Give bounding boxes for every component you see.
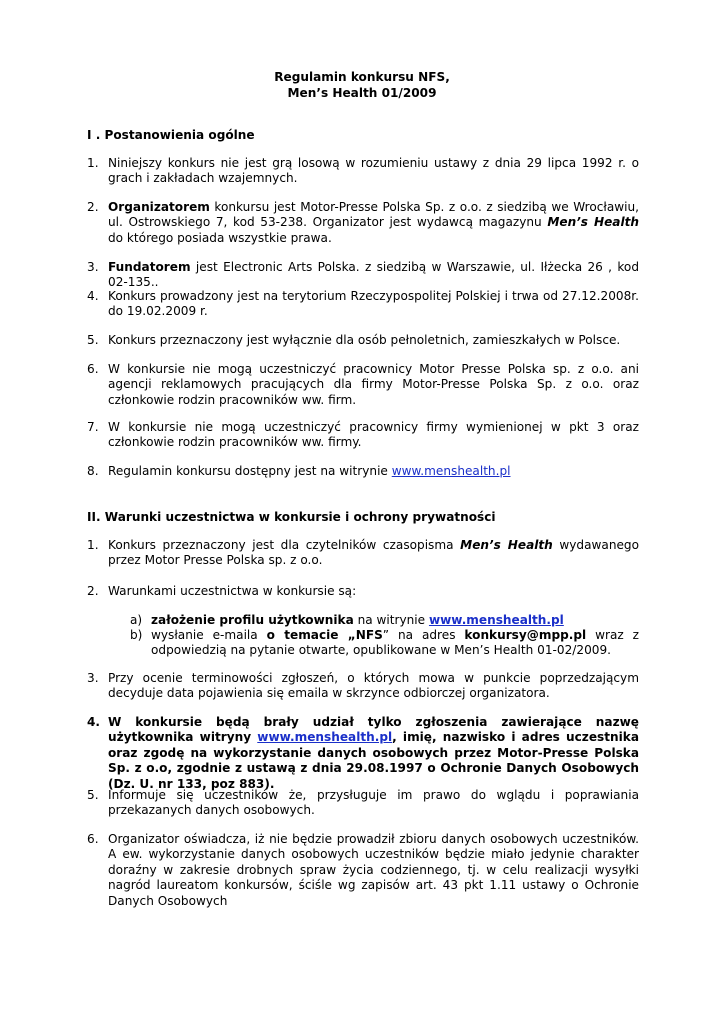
item-number: 2.	[87, 584, 99, 598]
bold-term: Fundatorem	[108, 260, 191, 274]
item-text: W konkursie nie mogą uczestniczyć pracownicy firmy wymienionej w pkt 3 oraz członkowie rodzin pracowników ww. firmy.	[108, 420, 639, 450]
item-text: Warunkami uczestnictwa w konkursie są:	[108, 584, 357, 598]
item-number: 6.	[87, 832, 99, 846]
document-title-line-2: Men’s Health 01/2009	[287, 86, 437, 100]
item-text: Niniejszy konkurs nie jest grą losową w rozumieniu ustawy z dnia 29 lipca 1992 r. o grach i zakładach wzajemnych.	[108, 156, 639, 186]
text-part: do którego posiada wszystkie prawa.	[108, 230, 332, 245]
bold-term: o temacie „NFS	[266, 628, 383, 642]
text-part: Regulamin konkursu dostępny jest na witrynie	[108, 464, 392, 478]
email-address: konkursy@mpp.pl	[464, 628, 587, 642]
magazine-name: Men’s Health	[460, 538, 553, 552]
section-1-heading: I . Postanowienia ogólne	[87, 128, 255, 142]
item-text	[108, 715, 639, 792]
item-text	[108, 464, 639, 479]
text-part: jest Electronic Arts Polska. z siedzibą w Warszawie, ul. Iłżecka 26 , kod 02-135..	[108, 260, 639, 290]
section-2-heading: II. Warunki uczestnictwa w konkursie i ochrony prywatności	[87, 510, 496, 524]
sub-item-letter: a)	[130, 613, 143, 627]
item-text	[108, 538, 639, 569]
text-part: Konkurs przeznaczony jest dla czytelników czasopisma	[108, 538, 461, 552]
item-text: Konkurs przeznaczony jest wyłącznie dla osób pełnoletnich, zamieszkałych w Polsce.	[108, 333, 621, 347]
item-number: 2.	[87, 200, 99, 214]
item-text: Przy ocenie terminowości zgłoszeń, o których mowa w punkcie poprzedzającym decyduje data pojawienia się emaila w skrzynce odbiorczej organizatora.	[108, 671, 639, 701]
bold-term: Organizatorem	[108, 200, 210, 214]
text-part: konkursu jest Motor-Presse Polska Sp. z o.o. z siedzibą we Wrocławiu, ul. Ostrowskiego 7, kod 53-238. Organizator jest wydawcą magazynu	[108, 200, 639, 230]
text-part: ” na adres	[382, 628, 465, 642]
sub-item-text	[151, 613, 639, 628]
text-part: wraz z odpowiedzią na pytanie otwarte, opublikowane w Men’s Health 01-02/2009.	[151, 628, 639, 658]
item-text	[108, 200, 639, 246]
sub-item-letter: b)	[130, 628, 143, 642]
item-number: 3.	[87, 260, 99, 274]
item-number: 8.	[87, 464, 99, 478]
text-part: na witrynie	[353, 613, 429, 627]
item-number: 7.	[87, 420, 99, 434]
text-part: wydawanego przez Motor Presse Polska sp. z o.o.	[108, 538, 639, 568]
magazine-name: Men’s Health	[547, 215, 639, 230]
item-number: 5.	[87, 333, 99, 347]
item-text: Organizator oświadcza, iż nie będzie prowadził zbioru danych osobowych uczestników. A ew. wykorzystanie danych osobowych uczestników będzie miało jedynie charakter doraźny w zakresie drobnych spraw życia codziennego, tj. w celu realizacji wysyłki nagród laureatom konkursów, ściśle wg zapisów art. 43 pkt 1.11 ustawy o Ochronie Danych Osobowych	[108, 832, 639, 908]
document-title-line-1: Regulamin konkursu NFS,	[274, 70, 450, 84]
item-number: 1.	[87, 156, 99, 170]
item-text: Informuje się uczestników że, przysługuje im prawo do wglądu i poprawiania przekazanych danych osobowych.	[108, 788, 639, 818]
item-text	[108, 260, 639, 291]
item-number: 3.	[87, 671, 99, 685]
item-number: 5.	[87, 788, 99, 802]
text-part: W konkursie będą brały udział tylko zgłoszenia zawierające nazwę użytkownika witryny	[108, 715, 639, 745]
item-text: W konkursie nie mogą uczestniczyć pracownicy Motor Presse Polska sp. z o.o. ani agencji reklamowych pracujących dla firmy Motor-Presse Polska Sp. z o.o. oraz członkowie rodzin pracowników ww. firm.	[108, 362, 639, 407]
item-number: 1.	[87, 538, 99, 552]
bold-term: założenie profilu użytkownika	[151, 613, 354, 627]
item-number: 4.	[87, 289, 99, 303]
item-number: 4.	[87, 715, 101, 729]
item-number: 6.	[87, 362, 99, 376]
menshealth-link[interactable]: www.menshealth.pl	[428, 613, 564, 627]
menshealth-link[interactable]: www.menshealth.pl	[391, 464, 511, 478]
text-part: wysłanie e-maila	[151, 628, 267, 642]
menshealth-link[interactable]: www.menshealth.pl	[257, 730, 393, 745]
text-part: , imię, nazwisko i adres uczestnika oraz zgodę na wykorzystanie danych osobowych przez Motor-Presse Polska Sp. z o.o, zgodnie z ustawą z dnia 29.08.1997 o Ochronie Danych Osobowych (Dz. U. nr 133, poz 883).	[108, 730, 639, 791]
sub-item-text	[151, 628, 639, 659]
item-text: Konkurs prowadzony jest na terytorium Rzeczypospolitej Polskiej i trwa od 27.12.2008r. do 19.02.2009 r.	[108, 289, 639, 319]
